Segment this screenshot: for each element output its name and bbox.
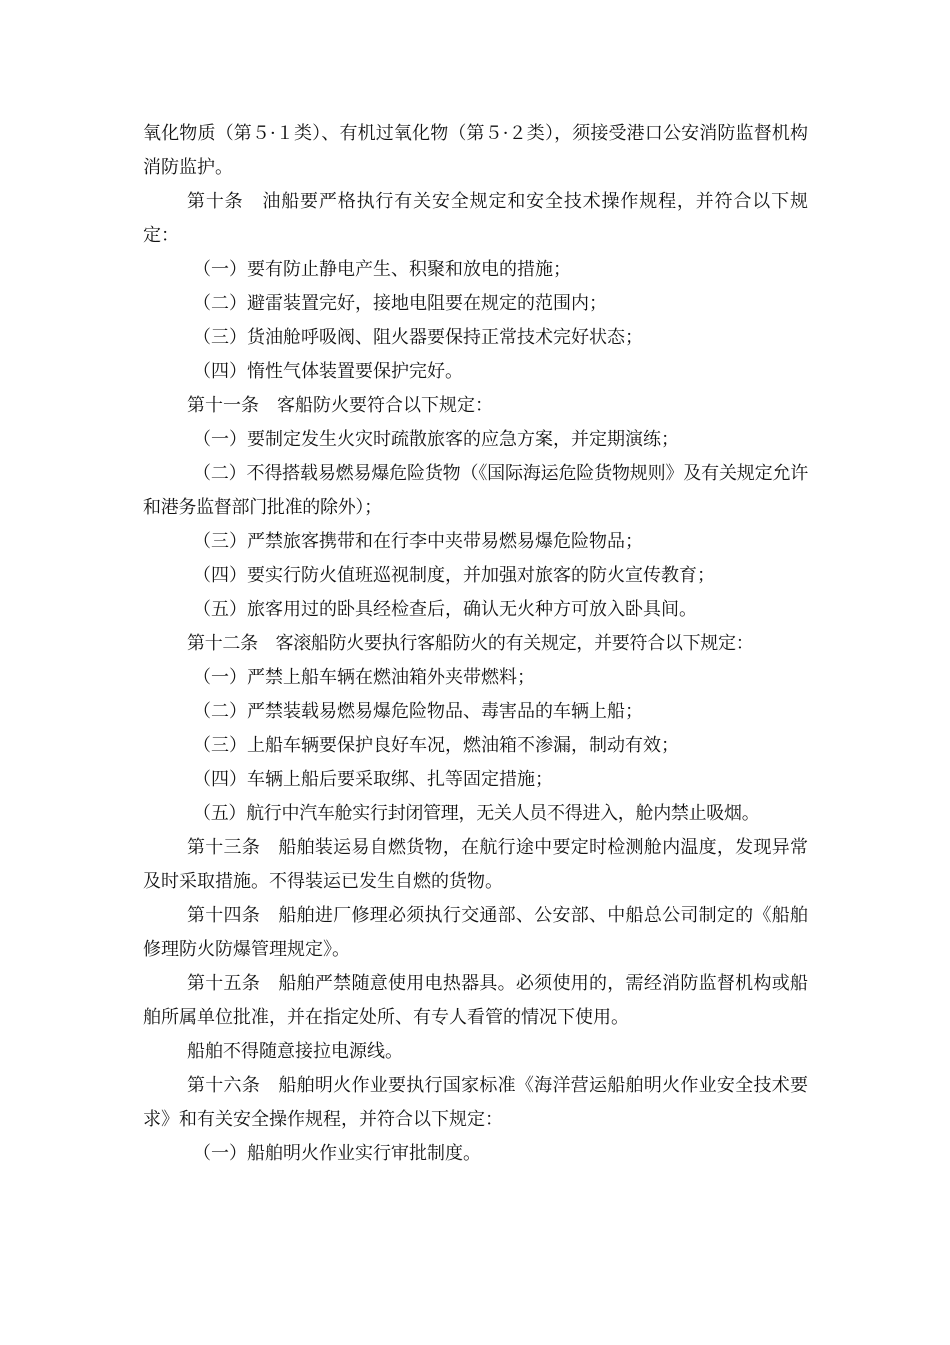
article-12-item-3: （三）上船车辆要保护良好车况，燃油箱不渗漏，制动有效； bbox=[193, 735, 679, 756]
article-11-item-3: （三）严禁旅客携带和在行李中夹带易燃易爆危险物品； bbox=[193, 531, 643, 552]
article-12: 第十二条 客滚船防火要执行客船防火的有关规定，并要符合以下规定： bbox=[187, 633, 754, 654]
article-10-item-4: （四）惰性气体装置要保护完好。 bbox=[193, 361, 463, 382]
article-11-item-1: （一）要制定发生火灾时疏散旅客的应急方案，并定期演练； bbox=[193, 429, 679, 450]
article-13: 第十三条 船舶装运易自燃货物，在航行途中要定时检测舱内温度，发现异常及时采取措施。不得装运已发生自燃的货物。 bbox=[143, 837, 808, 892]
article-15: 第十五条 船舶严禁随意使用电热器具。必须使用的，需经消防监督机构或船舶所属单位批准，并在指定处所、有专人看管的情况下使用。 bbox=[143, 973, 808, 1028]
article-12-item-4: （四）车辆上船后要采取绑、扎等固定措施； bbox=[193, 769, 553, 790]
article-11: 第十一条 客船防火要符合以下规定： bbox=[187, 395, 493, 416]
paragraph-continuation: 氧化物质（第５·１类）、有机过氧化物（第５·２类），须接受港口公安消防监督机构消防监护。 bbox=[143, 123, 808, 178]
article-14: 第十四条 船舶进厂修理必须执行交通部、公安部、中船总公司制定的《船舶修理防火防爆管理规定》。 bbox=[143, 905, 808, 960]
article-11-item-5: （五）旅客用过的卧具经检查后，确认无火种方可放入卧具间。 bbox=[193, 599, 697, 620]
article-11-item-2: （二）不得搭载易燃易爆危险货物（《国际海运危险货物规则》及有关规定允许和港务监督部门批准的除外）； bbox=[143, 463, 808, 518]
article-10-item-3: （三）货油舱呼吸阀、阻火器要保持正常技术完好状态； bbox=[193, 327, 643, 348]
article-10-item-1: （一）要有防止静电产生、积聚和放电的措施； bbox=[193, 259, 571, 280]
article-10-item-2: （二）避雷装置完好，接地电阻要在规定的范围内； bbox=[193, 293, 607, 314]
article-12-item-5: （五）航行中汽车舱实行封闭管理，无关人员不得进入，舱内禁止吸烟。 bbox=[193, 803, 760, 824]
article-11-item-4: （四）要实行防火值班巡视制度，并加强对旅客的防火宣传教育； bbox=[193, 565, 715, 586]
article-12-item-1: （一）严禁上船车辆在燃油箱外夹带燃料； bbox=[193, 667, 535, 688]
article-16: 第十六条 船舶明火作业要执行国家标准《海洋营运船舶明火作业安全技术要求》和有关安全操作规程，并符合以下规定： bbox=[143, 1075, 808, 1130]
article-10: 第十条 油船要严格执行有关安全规定和安全技术操作规程，并符合以下规定： bbox=[143, 191, 808, 246]
article-16-item-1: （一）船舶明火作业实行审批制度。 bbox=[193, 1143, 481, 1164]
article-15-note: 船舶不得随意接拉电源线。 bbox=[187, 1041, 403, 1062]
article-12-item-2: （二）严禁装载易燃易爆危险物品、毒害品的车辆上船； bbox=[193, 701, 643, 722]
document-body bbox=[143, 117, 808, 1171]
